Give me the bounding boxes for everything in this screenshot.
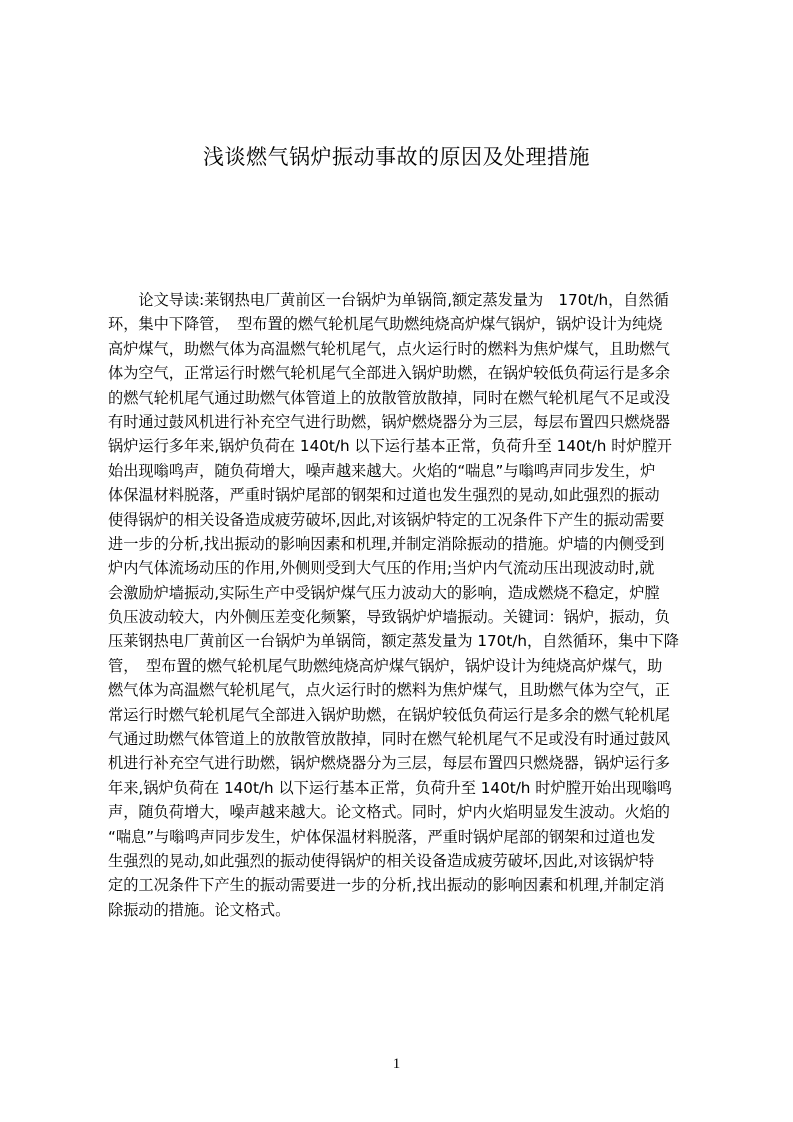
body-line: “喘息”与嗡鸣声同步发生，炉体保温材料脱落，严重时锅炉尾部的钢架和过道也发	[108, 827, 656, 846]
body-line: 锅炉运行多年来,锅炉负荷在 140t/h 以下运行基本正常，负荷升至 140t/h 时炉膛开	[108, 437, 672, 456]
body-line: 会激励炉墙振动,实际生产中受锅炉煤气压力波动大的影响，造成燃烧不稳定，炉膛	[108, 583, 660, 602]
body-line: 年来,锅炉负荷在 140t/h 以下运行基本正常，负荷升至 140t/h 时炉膛开始出现嗡鸣	[108, 778, 672, 797]
body-line: 炉内气体流场动压的作用,外侧则受到大气压的作用;当炉内气流动压出现波动时,就	[108, 559, 655, 578]
body-line: 有时通过鼓风机进行补充空气进行助燃，锅炉燃烧器分为三层，每层布置四只燃烧器	[108, 412, 670, 431]
body-line: 高炉煤气，助燃气体为高温燃气轮机尾气，点火运行时的燃料为焦炉煤气，且助燃气	[108, 339, 670, 358]
body-line: 负压波动较大，内外侧压差变化频繁，导致锅炉炉墙振动。关键词：锅炉，振动，负	[108, 608, 670, 627]
body-line: 生强烈的晃动,如此强烈的振动使得锅炉的相关设备造成疲劳破坏,因此,对该锅炉特	[108, 851, 655, 870]
body-text	[108, 288, 700, 922]
page-number: 1	[392, 1056, 401, 1072]
document-title: 浅谈燃气锅炉振动事故的原因及处理措施	[203, 145, 590, 169]
body-line: 压莱钢热电厂黄前区一台锅炉为单锅筒，额定蒸发量为 170t/h，自然循环，集中下降	[108, 632, 679, 651]
body-line: 体为空气，正常运行时燃气轮机尾气全部进入锅炉助燃，在锅炉较低负荷运行是多余	[108, 364, 670, 383]
body-line: 常运行时燃气轮机尾气全部进入锅炉助燃，在锅炉较低负荷运行是多余的燃气轮机尾	[108, 705, 670, 724]
body-line: 机进行补充空气进行助燃，锅炉燃烧器分为三层，每层布置四只燃烧器，锅炉运行多	[108, 754, 670, 773]
body-line: 始出现嗡鸣声，随负荷增大，噪声越来越大。火焰的“喘息”与嗡鸣声同步发生，炉	[108, 461, 656, 480]
body-line: 论文导读:莱钢热电厂黄前区一台锅炉为单锅筒,额定蒸发量为 170t/h，自然循	[108, 291, 669, 309]
body-line: 的燃气轮机尾气通过助燃气体管道上的放散管放散掉，同时在燃气轮机尾气不足或没	[108, 388, 670, 407]
body-line: 定的工况条件下产生的振动需要进一步的分析,找出振动的影响因素和机理,并制定消	[108, 876, 665, 895]
body-line: 气通过助燃气体管道上的放散管放散掉，同时在燃气轮机尾气不足或没有时通过鼓风	[108, 730, 670, 749]
body-line: 声，随负荷增大，噪声越来越大。论文格式。同时，炉内火焰明显发生波动。火焰的	[108, 803, 670, 822]
body-line: 进一步的分析,找出振动的影响因素和机理,并制定消除振动的措施。炉墙的内侧受到	[108, 534, 665, 553]
body-line: 除振动的措施。论文格式。	[108, 900, 291, 919]
body-line: 管， 型布置的燃气轮机尾气助燃纯烧高炉煤气锅炉，锅炉设计为纯烧高炉煤气，助	[108, 656, 663, 675]
body-line: 使得锅炉的相关设备造成疲劳破坏,因此,对该锅炉特定的工况条件下产生的振动需要	[108, 510, 665, 529]
body-line: 体保温材料脱落，严重时锅炉尾部的钢架和过道也发生强烈的晃动,如此强烈的振动	[108, 486, 660, 505]
body-line: 环，集中下降管， 型布置的燃气轮机尾气助燃纯烧高炉煤气锅炉，锅炉设计为纯烧	[108, 315, 663, 334]
body-line: 燃气体为高温燃气轮机尾气，点火运行时的燃料为焦炉煤气，且助燃气体为空气，正	[108, 681, 670, 700]
